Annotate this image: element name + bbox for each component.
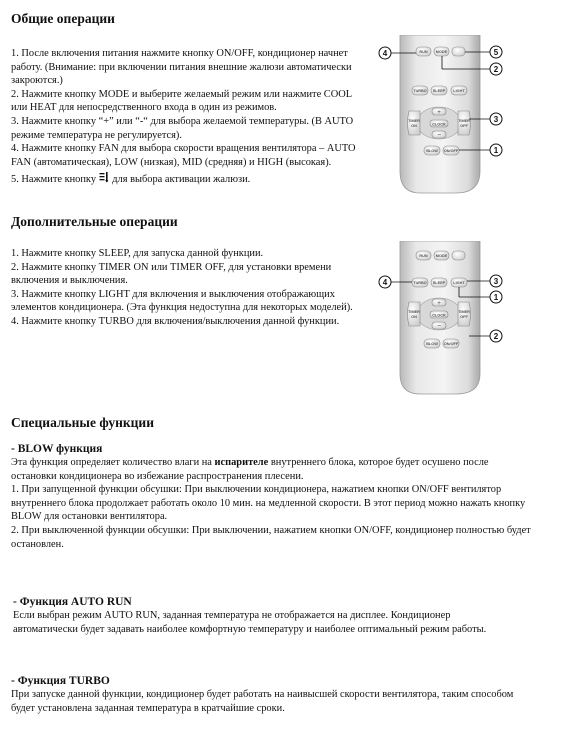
blow-case-1: 1. При запущенной функции обсушки: При выключении кондиционера, нажатием кнопки ON/OFF вентилятор внутреннего блока продолжает работать около 10 мин. на медленной скорости. В этот период можно нажать кнопку BLOW для остановки вентилятора. [11,484,526,523]
svg-text:3: 3 [493,115,499,124]
additional-step-2: 2. Нажмите кнопку TIMER ON или TIMER OFF, для установки времени включения и выключения. [11,261,332,287]
additional-step-4: 4. Нажмите кнопку TURBO для включения/выключения данной функции. [11,315,340,327]
blow-heading: - BLOW функция [11,443,103,455]
svg-text:+: + [437,301,441,307]
general-step-5: 5. Нажмите кнопку для выбора активации жалюзи. [11,174,251,186]
svg-text:OFF: OFF [460,315,468,319]
svg-text:TIMER: TIMER [458,119,470,123]
turbo-heading: - Функция TURBO [11,675,110,687]
svg-text:2: 2 [493,65,499,74]
svg-text:3: 3 [493,277,499,286]
turbo-function-block [11,675,536,715]
svg-text:ON/OFF: ON/OFF [443,342,459,346]
louver-icon [99,172,110,183]
svg-text:CLOCK: CLOCK [432,122,446,127]
remote-control-diagram-1 [376,35,508,200]
general-step-3: 3. Нажмите кнопку “+” или “-“ для выбора желаемой температуры. (В AUTO режиме температура не регулируется). [11,115,354,141]
svg-text:1: 1 [493,146,499,155]
svg-text:4: 4 [382,278,388,287]
blow-description: Эта функция определяет количество влаги на испарителе внутреннего блока, которое будет осушено после остановки кондиционера во избежание распространения плесени. [11,457,489,482]
svg-text:1: 1 [493,293,499,302]
svg-text:SLEEP: SLEEP [432,89,446,93]
section-title-special: Специальные функции [11,415,154,430]
blow-function-block [11,443,531,551]
svg-text:TIMER: TIMER [408,119,420,123]
blow-case-2: 2. При выключенной функции обсушки: При выключении, нажатием кнопки ON/OFF, кондиционер полностью будет остановлен. [11,524,531,550]
additional-instructions [11,247,367,329]
autorun-heading: - Функция AUTO RUN [13,596,132,608]
svg-text:BLOW: BLOW [426,342,438,346]
svg-text:LIGHT: LIGHT [453,281,465,285]
svg-text:TIMER: TIMER [408,310,420,314]
svg-text:+: + [437,110,441,116]
general-step-1: 1. После включения питания нажмите кнопку ON/OFF, кондиционер начнет работу. (Внимание: при включении питания внешние жалюзи автоматически закроются.) [11,48,352,87]
svg-text:−: − [436,323,442,330]
svg-text:BLOW: BLOW [426,149,438,153]
svg-text:CLOCK: CLOCK [432,313,446,318]
svg-text:RUN: RUN [419,50,428,54]
section-title-general: Общие операции [11,11,115,26]
svg-text:MODE: MODE [435,50,448,54]
svg-text:RUN: RUN [419,254,428,258]
svg-text:TURBO: TURBO [413,89,427,93]
svg-text:ON/OFF: ON/OFF [443,149,459,153]
svg-text:MODE: MODE [435,254,448,258]
svg-text:ON: ON [411,124,417,128]
svg-text:4: 4 [382,49,388,58]
svg-text:SLEEP: SLEEP [432,281,446,285]
additional-step-1: 1. Нажмите кнопку SLEEP, для запуска данной функции. [11,248,264,259]
svg-text:2: 2 [493,332,499,341]
autorun-description: Если выбран режим AUTO RUN, заданная температура не отображается на дисплее. Кондиционер автоматически будет задавать наиболее комфортную температуру и наиболее оптимальный режим работы. [13,610,487,635]
svg-text:OFF: OFF [460,124,468,128]
general-instructions [11,47,359,187]
svg-text:5: 5 [493,48,499,57]
remote-control-diagram-2 [376,241,508,401]
svg-text:TIMER: TIMER [458,310,470,314]
svg-text:TURBO: TURBO [413,281,427,285]
timer-on-button [408,111,421,135]
section-title-additional: Дополнительные операции [11,214,178,229]
svg-text:ON: ON [411,315,417,319]
timer-off-button [458,111,471,135]
louver-button [452,47,465,56]
svg-text:LIGHT: LIGHT [453,89,465,93]
general-step-4: 4. Нажмите кнопку FAN для выбора скорости вращения вентилятора – AUTO FAN (автоматическая), LOW (низкая), MID (средняя) и HIGH (высокая). [11,143,356,168]
turbo-description: При запуске данной функции, кондиционер будет работать на наивысшей скорости вентилятора, таким способом будет установлена заданная температура в кратчайшие сроки. [11,689,514,714]
general-step-2: 2. Нажмите кнопку MODE и выберите желаемый режим или нажмите COOL или HEAT для непосредственного входа в один из режимов. [11,88,352,114]
autorun-function-block [13,596,513,636]
svg-text:−: − [436,132,442,139]
additional-step-3: 3. Нажмите кнопку LIGHT для включения и выключения отображающих элементов кондиционера. (Эта функция недоступна для некоторых моделей). [11,288,353,314]
